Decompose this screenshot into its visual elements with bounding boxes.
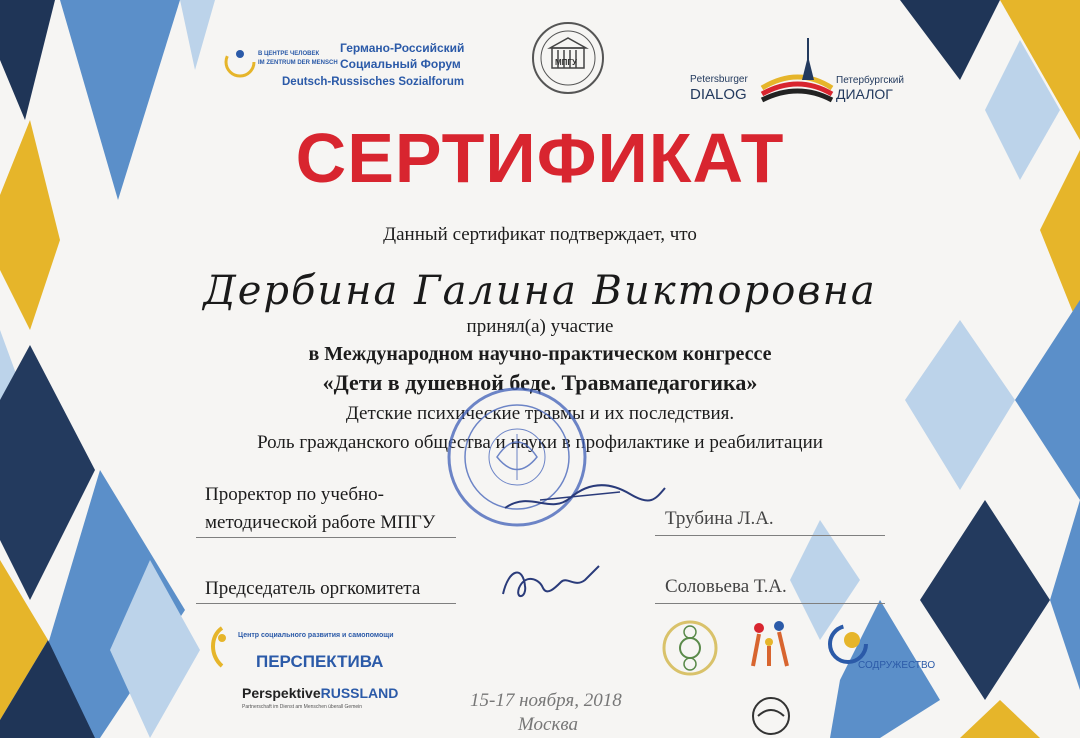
event-subtitle-2: Роль гражданского общества и науки в профилактике и реабилитации <box>257 432 823 453</box>
chair-signature <box>495 558 605 608</box>
forum-logo-de: Deutsch-Russisches Sozialforum <box>282 76 465 88</box>
event-city: Москва <box>518 714 578 735</box>
bg-diamond <box>180 0 215 70</box>
forum-logo-ru-line1: Германо-Российский <box>340 41 465 55</box>
forum-logo-icon <box>222 44 258 80</box>
perspektive-name-a: Perspektive <box>242 685 321 701</box>
chair-role: Председатель оргкомитета <box>205 578 421 599</box>
prorector-role-line1: Проректор по учебно- <box>205 484 385 505</box>
bg-diamond <box>960 700 1040 738</box>
recipient-name: Дербина Галина Викторовна <box>203 268 877 314</box>
forum-logo-small-line1: В ЦЕНТРЕ ЧЕЛОВЕК <box>258 51 320 57</box>
bg-diamond <box>900 0 1000 80</box>
bg-diamond <box>920 500 1050 700</box>
perspektive-russland-logo <box>242 685 398 701</box>
prorector-name: Трубина Л.А. <box>665 508 774 529</box>
mpgu-label: МПГУ <box>555 58 577 67</box>
perspektiva-small: Центр социального развития и самопомощи <box>238 632 394 639</box>
event-subtitle-1: Детские психические травмы и их последствия. <box>345 403 735 424</box>
partner-flower-logo-icon <box>660 618 720 682</box>
bg-diamond <box>0 0 55 120</box>
prorector-underline <box>196 537 456 538</box>
perspektiva-logo-icon <box>204 626 240 670</box>
participated-text: принял(а) участие <box>466 316 614 337</box>
dialog-right-line2: ДИАЛОГ <box>836 86 893 102</box>
dialog-right-line1: Петербургский <box>836 75 904 86</box>
confirms-text: Данный сертификат подтверждает, что <box>383 224 697 245</box>
bg-diamond <box>1050 500 1080 690</box>
forum-logo-small-line2: IM ZENTRUM DER MENSCH <box>258 60 338 66</box>
perspektive-tagline: Partnerschaft im Dienst am Menschen überall Gemein <box>242 704 363 710</box>
sodruzhestvo-name: СОДРУЖЕСТВО <box>858 660 936 671</box>
chair-name: Соловьева Т.А. <box>665 576 787 597</box>
perspektiva-name: ПЕРСПЕКТИВА <box>256 652 384 671</box>
event-line: в Международном научно-практическом конгрессе <box>308 343 772 365</box>
event-title: «Дети в душевной беде. Травмапедагогика» <box>322 370 758 395</box>
dialog-spire-icon <box>758 36 836 106</box>
partner-family-logo-icon <box>745 616 795 676</box>
dialog-left-line2: DIALOG <box>690 86 747 103</box>
forum-logo-ru-line2: Социальный Форум <box>340 57 461 71</box>
perspektive-name-b: RUSSLAND <box>320 685 399 701</box>
chair-name-underline <box>655 603 885 604</box>
dialog-left-line1: Petersburger <box>690 74 748 85</box>
event-dates: 15-17 ноября, 2018 <box>470 690 622 711</box>
certificate-title: СЕРТИФИКАТ <box>295 119 785 197</box>
chair-underline <box>196 603 456 604</box>
prorector-role-line2: методической работе МПГУ <box>205 512 436 533</box>
prorector-name-underline <box>655 535 885 536</box>
partner-round-logo-icon <box>748 692 794 736</box>
prorector-signature <box>500 470 670 520</box>
